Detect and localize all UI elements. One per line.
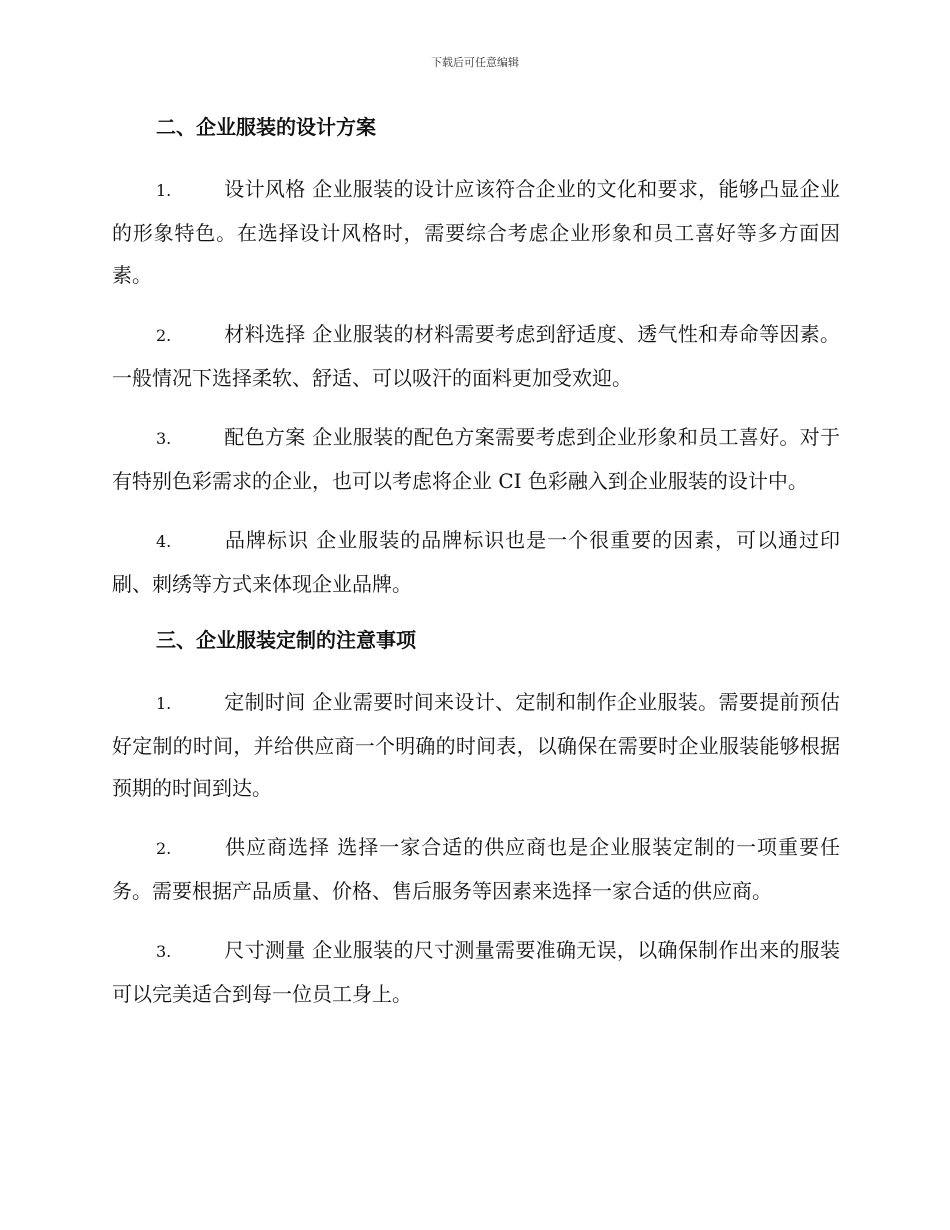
section-title-notes: 三、企业服装定制的注意事项 — [156, 628, 416, 652]
list-item — [112, 519, 840, 605]
item-number: 4. — [156, 532, 172, 551]
item-text: 品牌标识 企业服装的品牌标识也是一个很重要的因素，可以通过印刷、刺绣等方式来体现企业品牌。 — [112, 528, 840, 596]
item-text: 尺寸测量 企业服装的尺寸测量需要准确无误，以确保制作出来的服装可以完美适合到每一位员工身上。 — [112, 938, 840, 1006]
list-item — [112, 168, 840, 296]
list-item — [112, 826, 840, 912]
item-number: 1. — [156, 181, 172, 200]
header-note: 下载后可任意编辑 — [431, 56, 519, 69]
item-text: 供应商选择 选择一家合适的供应商也是企业服装定制的一项重要任务。需要根据产品质量、价格、售后服务等因素来选择一家合适的供应商。 — [112, 835, 840, 903]
item-text: 设计风格 企业服装的设计应该符合企业的文化和要求，能够凸显企业的形象特色。在选择设计风格时，需要综合考虑企业形象和员工喜好等多方面因素。 — [112, 177, 840, 287]
item-number: 3. — [156, 942, 172, 961]
list-item — [112, 681, 840, 809]
list-item — [112, 313, 840, 399]
item-text: 配色方案 企业服装的配色方案需要考虑到企业形象和员工喜好。对于有特别色彩需求的企业，也可以考虑将企业 CI 色彩融入到企业服装的设计中。 — [112, 425, 840, 493]
item-number: 3. — [156, 429, 172, 448]
item-number: 2. — [156, 326, 172, 345]
item-text: 定制时间 企业需要时间来设计、定制和制作企业服装。需要提前预估好定制的时间，并给供应商一个明确的时间表，以确保在需要时企业服装能够根据预期的时间到达。 — [112, 690, 840, 800]
list-item — [112, 416, 840, 502]
list-item — [112, 929, 840, 1015]
item-number: 1. — [156, 694, 172, 713]
item-number: 2. — [156, 839, 172, 858]
document-body — [112, 109, 840, 1032]
item-text: 材料选择 企业服装的材料需要考虑到舒适度、透气性和寿命等因素。一般情况下选择柔软、舒适、可以吸汗的面料更加受欢迎。 — [112, 322, 840, 390]
section-title-design: 二、企业服装的设计方案 — [156, 115, 376, 139]
